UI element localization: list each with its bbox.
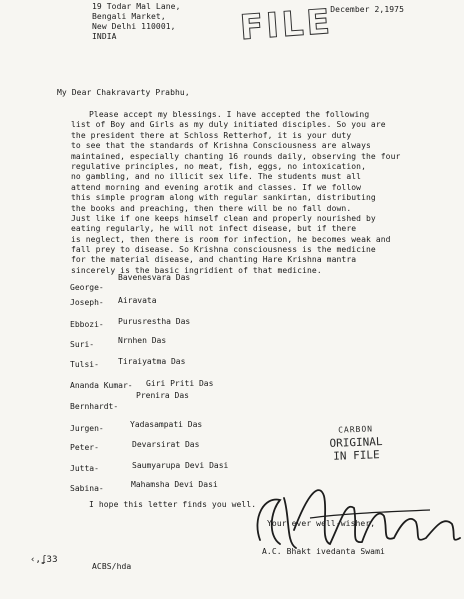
initiate-name: Saumyarupa Devi Dasi (132, 461, 229, 470)
initiate-name: Purusrestha Das (118, 317, 191, 326)
initiate-label: Peter- (70, 443, 99, 452)
stamp-line: IN FILE (333, 448, 380, 463)
initiate-name: Tiraiyatma Das (118, 357, 186, 366)
body-line: for the material disease, and chanting Hare Krishna mantra (71, 255, 357, 265)
signatory-name: A.C. Bhakt ivedanta Swami (262, 547, 385, 556)
corner-mark: ‹,ʆ33 (30, 555, 58, 565)
initiate-name: Airavata (118, 296, 157, 305)
initiate-label: Ebbozi- (70, 320, 104, 329)
initiate-label: Sabina- (70, 484, 104, 493)
initiate-name: Giri Priti Das (146, 379, 214, 388)
address-line: 19 Todar Mal Lane, (92, 2, 181, 11)
body-line: regulative principles, no meat, fish, eggs, no intoxication, (71, 161, 366, 171)
body-line: no gambling, and no illicit sex life. The students must all (71, 172, 362, 182)
initiate-name: Prenira Das (136, 391, 189, 400)
letter-date: December 2,1975 (330, 5, 404, 14)
body-line: eating regularly, he will not infect disease, but if there (71, 224, 357, 234)
initiate-name: Nrnhen Das (118, 336, 167, 345)
initiate-label: George- (70, 283, 104, 292)
address-line: New Delhi 110001, (92, 22, 176, 31)
address-line: Bengali Market, (92, 12, 166, 21)
body-line: the president there at Schloss Retterhof, it is your duty (71, 130, 352, 140)
stamp-line: CARBON (337, 424, 374, 435)
salutation: My Dear Chakravarty Prabhu, (57, 88, 190, 97)
initiate-label: Jutta- (70, 464, 99, 473)
body-line: the books and preaching, then there will be no fall down. (71, 203, 352, 213)
body-line: to see that the standards of Krishna Consciousness are always (71, 141, 371, 151)
initiate-name: Yadasampati Das (130, 420, 203, 429)
initiate-label: Bernhardt- (70, 402, 119, 411)
valediction: Your ever well-wisher, (267, 519, 376, 528)
body-line: maintained, especially chanting 16 rounds daily, observing the four (71, 151, 401, 161)
file-stamp: FILE (238, 1, 335, 49)
stamp-line: ORIGINAL (329, 435, 383, 450)
initiate-label: Ananda Kumar- (70, 381, 133, 390)
reference-initials: ACBS/hda (92, 562, 132, 571)
body-line: Please accept my blessings. I have accepted the following (89, 110, 370, 119)
initiate-label: Joseph- (70, 298, 104, 307)
body-line: sincerely is the basic ingridient of that medicine. (71, 265, 322, 275)
carbon-original-stamp (315, 422, 396, 464)
body-line: attend morning and evening arotik and classes. If we follow (71, 182, 362, 192)
body-line: list of Boy and Girls as my duly initiated disciples. So you are (71, 120, 386, 130)
letter-body (71, 110, 400, 276)
initiate-label: Jurgen- (70, 424, 104, 433)
handwritten-signature (250, 478, 464, 558)
initiate-name: Bavenesvara Das (118, 273, 191, 282)
body-line: Just like if one keeps himself clean and properly nourished by (71, 213, 376, 223)
body-line: fall prey to disease. So Krishna consciousness is the medicine (71, 245, 376, 255)
initiate-label: Tulsi- (70, 360, 99, 369)
initiate-label: Suri- (70, 340, 95, 349)
body-line: is neglect, then there is room for infection, he becomes weak and (71, 234, 391, 244)
initiate-name: Devarsirat Das (132, 440, 200, 449)
body-line: this simple program along with regular sankirtan, distributing (71, 193, 376, 203)
sender-address (92, 2, 181, 42)
closing-line: I hope this letter finds you well. (89, 500, 257, 509)
initiate-name: Mahamsha Devi Dasi (131, 480, 218, 489)
address-line: INDIA (92, 32, 117, 41)
